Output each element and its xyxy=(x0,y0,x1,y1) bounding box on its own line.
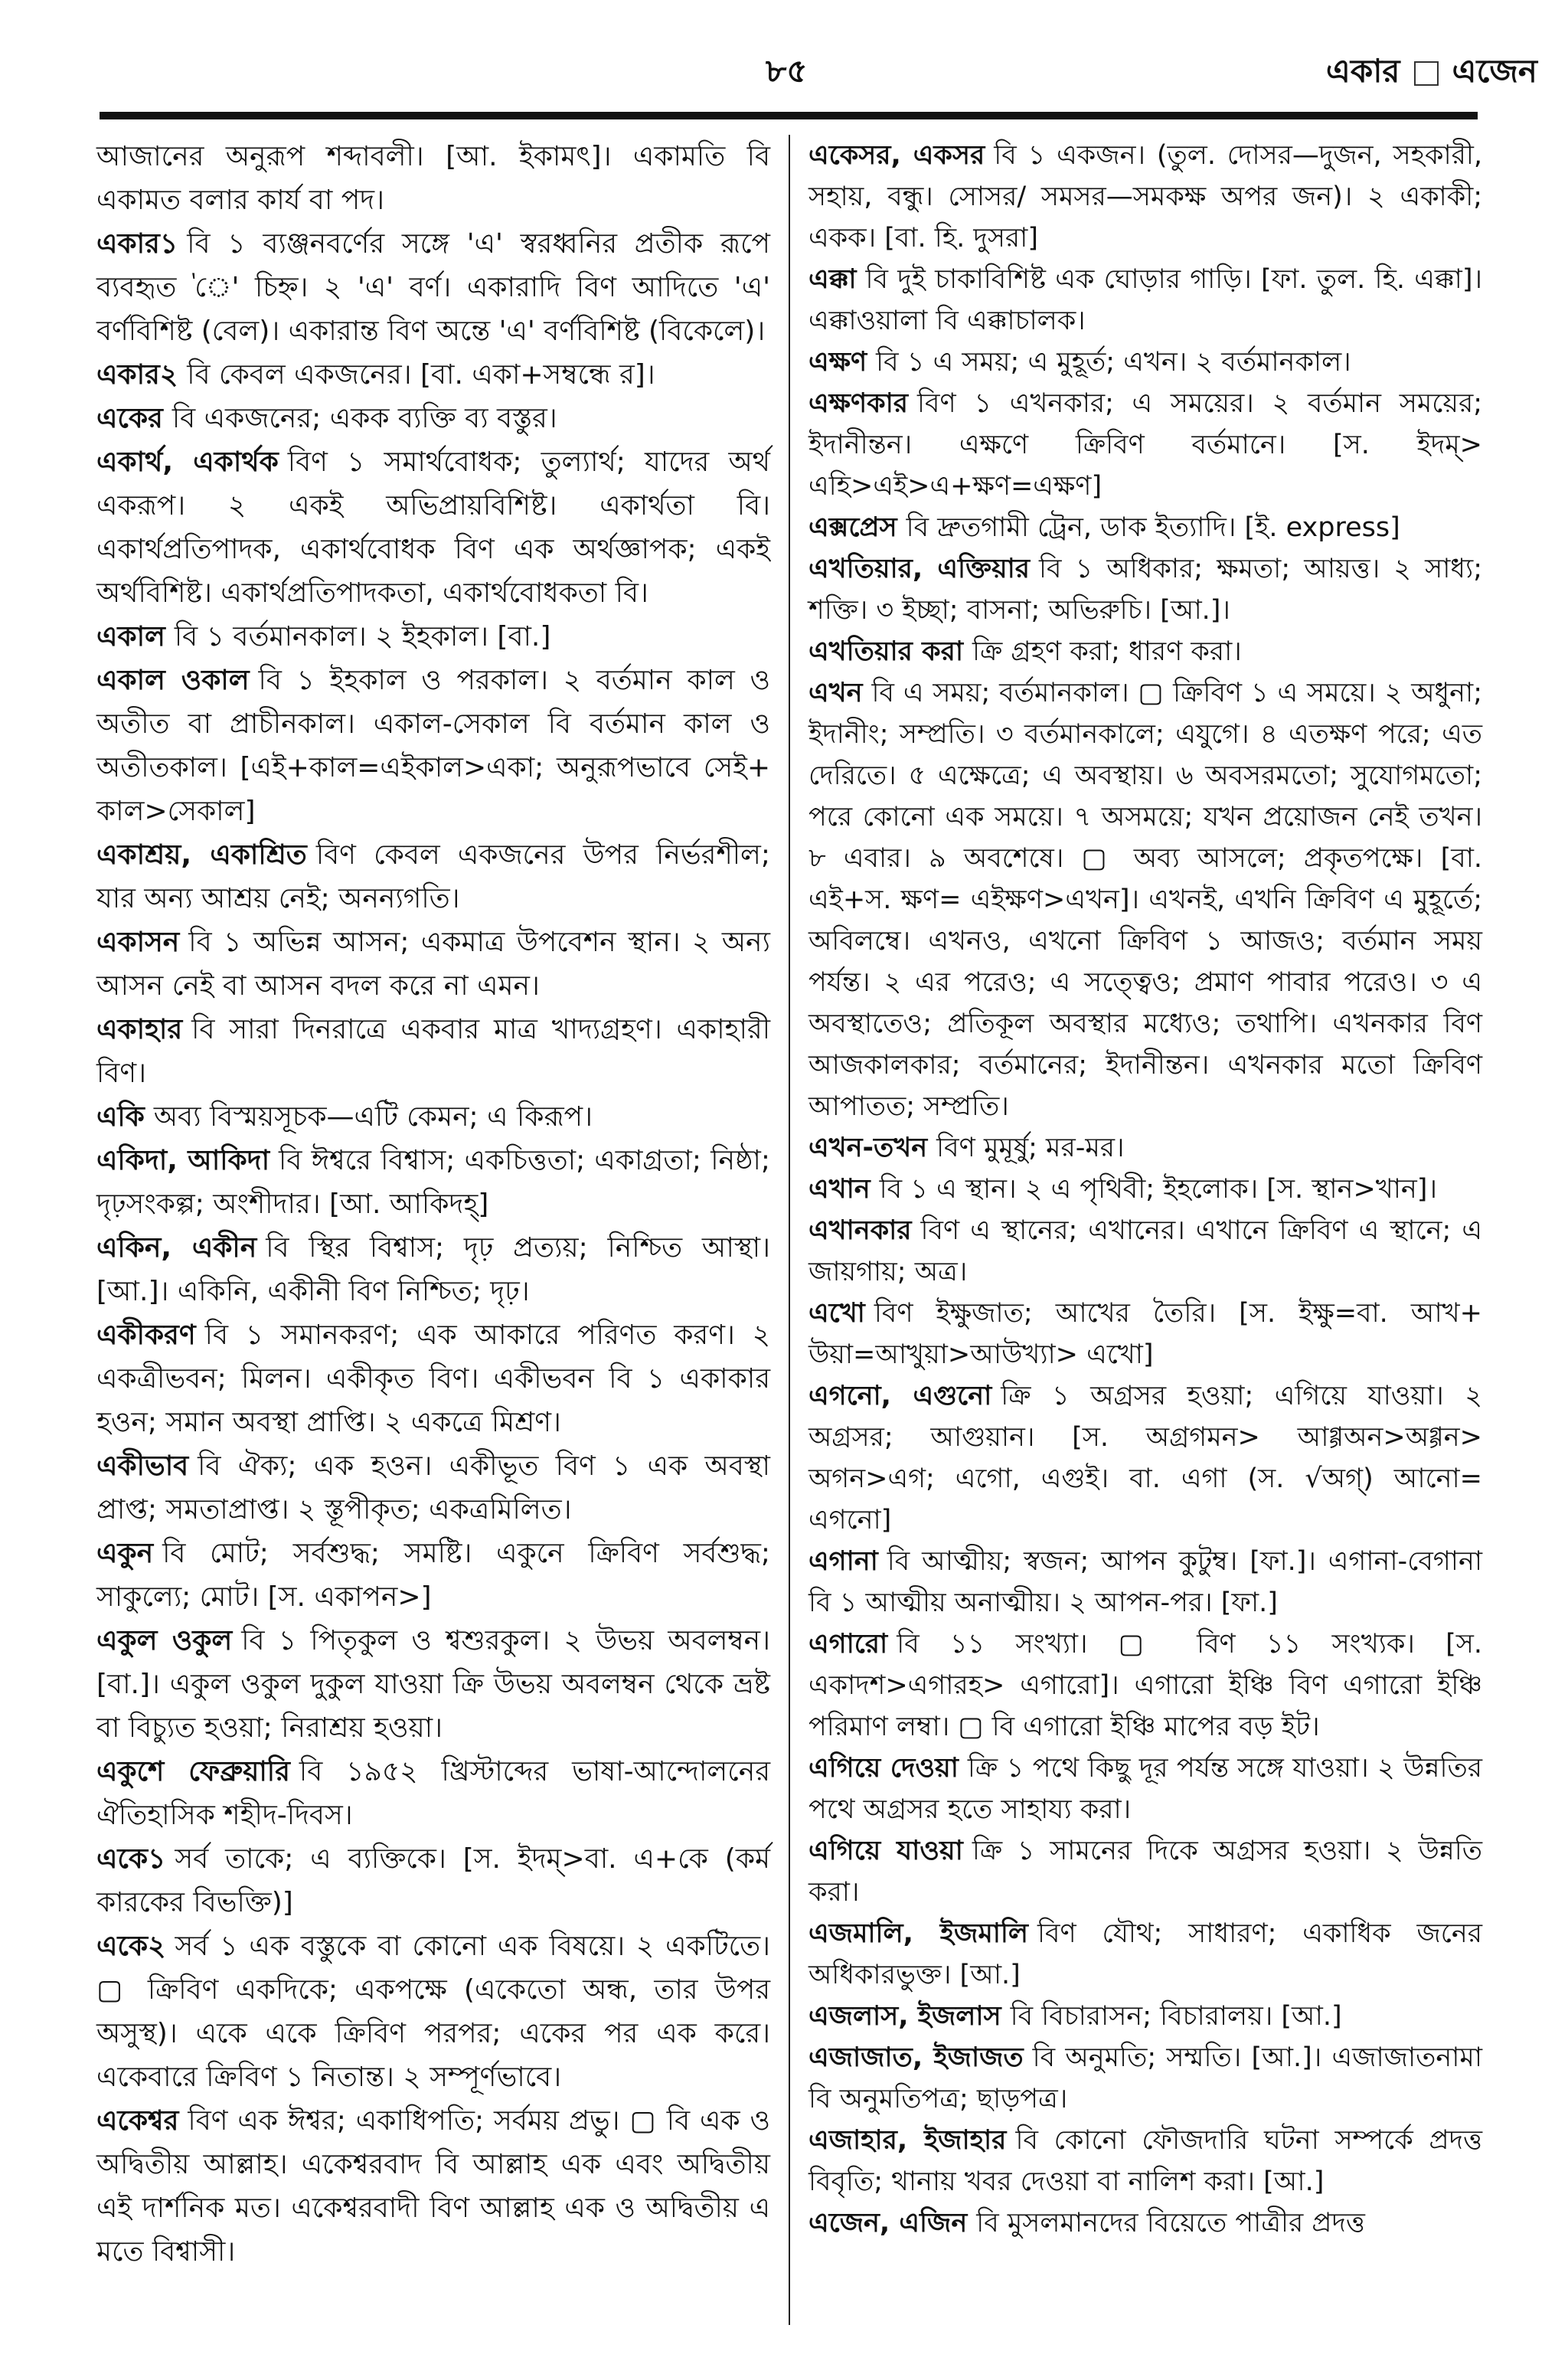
entry-definition: বি বিচারাসন; বিচারালয়। [আ.] xyxy=(1010,2001,1342,2032)
column-divider xyxy=(789,135,790,2325)
dictionary-entry xyxy=(808,1830,1482,1913)
entry-headword: এক্কা xyxy=(808,264,857,295)
dictionary-entry xyxy=(96,222,770,353)
entry-headword: একুল ওকুল xyxy=(96,1625,233,1656)
entry-headword: একে১ xyxy=(96,1843,166,1875)
dictionary-entry xyxy=(808,135,1482,259)
entry-definition: বি ঐক্য; এক হওন। একীভূত বিণ ১ এক অবস্থা প্রাপ্ত; সমতাপ্রাপ্ত। ২ স্তূপীকৃত; একত্রমিলিত। xyxy=(96,1450,770,1525)
entry-headword: একার২ xyxy=(96,359,178,391)
entry-definition: বিণ এ স্থানের; এখানের। এখানে ক্রিবিণ এ স্থানে; এ জায়গায়; অত্র। xyxy=(808,1215,1482,1287)
entry-definition: ক্রি ১ সামনের দিকে অগ্রসর হওয়া। ২ উন্নতি করা। xyxy=(808,1836,1482,1908)
entry-headword: একে২ xyxy=(96,1931,166,1962)
entry-headword: একিদা, আকিদা xyxy=(96,1145,270,1176)
entry-headword: এগনো, এগুনো xyxy=(808,1381,992,1411)
entry-headword: এগানা xyxy=(808,1546,878,1577)
entry-definition: বি একজনের; একক ব্যক্তি ব্য বস্তুর। xyxy=(172,403,557,434)
entry-headword: এগিয়ে দেওয়া xyxy=(808,1753,959,1784)
dictionary-entry xyxy=(96,1226,770,1313)
dictionary-entry xyxy=(808,507,1482,548)
entry-definition: বি ১ সমানকরণ; এক আকারে পরিণত করণ। ২ একত্রীভবন; মিলন। একীকৃত বিণ। একীভবন বি ১ একাকার হওন; সমান অবস্থা প্রাপ্তি। ২ একত্রে মিশ্রণ। xyxy=(96,1319,770,1438)
dictionary-entry xyxy=(96,1837,770,1924)
entry-definition: বিণ ১ এখনকার; এ সময়ের। ২ বর্তমান সময়ের; ইদানীন্তন। এক্ষণে ক্রিবিণ বর্তমানে। [স. ইদম্> এহি>এই>এ+ক্ষণ=এক্ষণ] xyxy=(808,388,1482,502)
dictionary-entry xyxy=(96,353,770,397)
entry-definition: বিণ কেবল একজনের উপর নির্ভরশীল; যার অন্য আশ্রয় নেই; অনন্যগতি। xyxy=(96,839,770,914)
entry-headword: এজেন, এজিন xyxy=(808,2208,968,2238)
entry-definition: বি ১ অধিকার; ক্ষমতা; আয়ত্ত। ২ সাধ্য; শক্তি। ৩ ইচ্ছা; বাসনা; অভিরুচি। [আ.]। xyxy=(808,554,1482,626)
entry-headword: এজমালি, ইজমালি xyxy=(808,1918,1029,1949)
dictionary-entry xyxy=(808,1541,1482,1624)
entry-definition: বিণ ১ সমার্থবোধক; তুল্যার্থ; যাদের অর্থ একরূপ। ২ একই অভিপ্রায়বিশিষ্ট। একার্থতা বি। একার্থপ্রতিপাদক, একার্থবোধক বিণ এক অর্থজ্ঞাপক; একই অর্থবিশিষ্ট। একার্থপ্রতিপাদকতা, একার্থবোধকতা বি। xyxy=(96,446,770,609)
entry-headword: এখান xyxy=(808,1174,871,1205)
entry-headword: এখন xyxy=(808,678,863,708)
dictionary-entry xyxy=(808,1293,1482,1375)
entry-definition: বি ১ বর্তমানকাল। ২ ইহকাল। [বা.] xyxy=(174,621,551,652)
entry-definition: বি কেবল একজনের। [বা. একা+সম্বন্ধে র]। xyxy=(187,359,655,391)
entry-headword: একি xyxy=(96,1101,145,1133)
header-rule xyxy=(100,112,1478,119)
entry-headword: একাসন xyxy=(96,927,180,958)
entry-definition: বিণ মুমূর্ষু; মর-মর। xyxy=(936,1133,1125,1163)
dictionary-entry xyxy=(96,440,770,615)
entry-definition: বি ১ এ স্থান। ২ এ পৃথিবী; ইহলোক। [স. স্থান>খান]। xyxy=(879,1174,1437,1205)
dictionary-entry xyxy=(808,631,1482,672)
entry-definition: সর্ব ১ এক বস্তুকে বা কোনো এক বিষয়ে। ২ একটিতে। ▢ ক্রিবিণ একদিকে; একপক্ষে (একেতো অন্ধ, তার উপর অসুস্থ)। একে একে ক্রিবিণ পরপর; একের পর এক করে। একেবারে ক্রিবিণ ১ নিতান্ত। ২ সম্পূর্ণভাবে। xyxy=(96,1931,770,2093)
entry-headword: একার্থ, একার্থক xyxy=(96,446,279,478)
entry-headword: এক্সপ্রেস xyxy=(808,512,897,543)
entry-headword: এক্ষণ xyxy=(808,347,867,378)
entry-definition: বি মোট; সর্বশুদ্ধ; সমষ্টি। একুনে ক্রিবিণ সর্বশুদ্ধ; সাকুল্যে; মোট। [স. একাপন>] xyxy=(96,1538,770,1613)
entry-headword: এখো xyxy=(808,1298,865,1329)
page-header xyxy=(0,0,1568,115)
entry-definition: বি মুসলমানদের বিয়েতে পাত্রীর প্রদত্ত xyxy=(976,2208,1365,2238)
left-column xyxy=(96,135,770,2274)
page-number: ৮৫ xyxy=(766,52,808,90)
dictionary-entry xyxy=(808,342,1482,383)
entry-headword: একাহার xyxy=(96,1014,183,1045)
entry-headword: এজলাস, ইজলাস xyxy=(808,2001,1001,2032)
entry-headword: এগিয়ে যাওয়া xyxy=(808,1836,963,1866)
dictionary-entry xyxy=(96,920,770,1008)
dictionary-entry xyxy=(808,2120,1482,2202)
entry-definition: বি ১ ইহকাল ও পরকাল। ২ বর্তমান কাল ও অতীত বা প্রাচীনকাল। একাল-সেকাল বি বর্তমান কাল ও অতীতকাল। [এই+কাল=এইকাল>একা; অনুরূপভাবে সেই+ কাল>সেকাল] xyxy=(96,665,770,827)
entry-headword: এখন-তখন xyxy=(808,1133,928,1163)
dictionary-entry xyxy=(808,1748,1482,1830)
entry-definition: বি অনুমতি; সম্মতি। [আ.]। এজাজাতনামা বি অনুমতিপত্র; ছাড়পত্র। xyxy=(808,2042,1482,2114)
dictionary-entry xyxy=(808,1375,1482,1541)
entry-headword: একাল xyxy=(96,621,165,652)
entry-headword: একাল ওকাল xyxy=(96,665,250,696)
dictionary-entry xyxy=(96,1139,770,1226)
dictionary-entry xyxy=(96,1532,770,1619)
entry-definition: বি সারা দিনরাত্রে একবার মাত্র খাদ্যগ্রহণ। একাহারী বিণ। xyxy=(96,1014,770,1089)
entry-definition: বি ১ একজন। (তুল. দোসর—দুজন, সহকারী, সহায়, বন্ধু। সোসর/ সমসর—সমকক্ষ অপর জন)। ২ একাকী; একক। [বা. হি. দুসরা] xyxy=(808,140,1483,253)
dictionary-entry xyxy=(808,383,1482,507)
dictionary-entry xyxy=(808,2202,1482,2244)
entry-definition: বি দুই চাকাবিশিষ্ট এক ঘোড়ার গাড়ি। [ফা. তুল. হি. এক্কা]। এক্কাওয়ালা বি এক্কাচালক। xyxy=(808,264,1482,336)
dictionary-entry xyxy=(96,1924,770,2099)
dictionary-entry xyxy=(96,2099,770,2274)
guide-words xyxy=(1326,46,1537,100)
dictionary-entry xyxy=(96,1095,770,1139)
entry-headword: একীকরণ xyxy=(96,1319,196,1351)
entry-definition: বিণ এক ঈশ্বর; একাধিপতি; সর্বময় প্রভু। ▢ বি এক ও অদ্বিতীয় আল্লাহ। একেশ্বরবাদ বি আল্লাহ এক এবং অদ্বিতীয় এই দার্শনিক মত। একেশ্বরবাদী বিণ আল্লাহ এক ও অদ্বিতীয় এ মতে বিশ্বাসী। xyxy=(96,2105,770,2268)
entry-definition: ক্রি গ্রহণ করা; ধারণ করা। xyxy=(972,636,1242,667)
entry-headword: একেশ্বর xyxy=(96,2105,179,2137)
entry-headword: এজাজাত, ইজাজত xyxy=(808,2042,1024,2073)
entry-definition: বি ১ এ সময়; এ মুহূর্ত; এখন। ২ বর্তমানকাল। xyxy=(876,347,1351,378)
entry-definition: সর্ব তাকে; এ ব্যক্তিকে। [স. ইদম্>বা. এ+কে (কর্ম কারকের বিভক্তি)] xyxy=(96,1843,770,1918)
dictionary-entry xyxy=(808,1913,1482,1996)
entry-definition: বি দ্রুতগামী ট্রেন, ডাক ইত্যাদি। [ই. express] xyxy=(906,512,1400,543)
dictionary-entry xyxy=(96,659,770,833)
dictionary-entry xyxy=(808,1169,1482,1210)
dictionary-entry xyxy=(96,1619,770,1750)
dictionary-entry xyxy=(96,615,770,659)
entry-headword: একুন xyxy=(96,1538,154,1569)
guide-word-first: একার xyxy=(1325,52,1400,90)
entry-headword: একুশে ফেব্রুয়ারি xyxy=(96,1756,290,1787)
entry-headword: একার১ xyxy=(96,228,178,260)
entry-definition: ক্রি ১ অগ্রসর হওয়া; এগিয়ে যাওয়া। ২ অগ্রসর; আগুয়ান। [স. অগ্রগমন> আগ্গঅন>অগ্গন> অগন>এগ; এগো, এগুই। বা. এগা (স. √অগ্) আনো= এগনো] xyxy=(808,1381,1482,1535)
dictionary-entry xyxy=(96,833,770,920)
dictionary-entry xyxy=(808,1996,1482,2037)
entry-definition: বি এ সময়; বর্তমানকাল। ▢ ক্রিবিণ ১ এ সময়ে। ২ অধুনা; ইদানীং; সম্প্রতি। ৩ বর্তমানকালে; এযুগে। ৪ এতক্ষণ পরে; এত দেরিতে। ৫ এক্ষেত্রে; এ অবস্থায়। ৬ অবসরমতো; সুযোগমতো; পরে কোনো এক সময়ে। ৭ অসময়ে; যখন প্রয়োজন নেই তখন। ৮ এবার। ৯ অবশেষে। ▢ অব্য আসলে; প্রকৃতপক্ষে। [বা. এই+স. ক্ষণ= এইক্ষণ>এখন]। এখনই, এখনি ক্রিবিণ এ মুহূর্তে; অবিলম্বে। এখনও, এখনো ক্রিবিণ ১ আজও; বর্তমান সময় পর্যন্ত। ২ এর পরেও; এ সত্ত্বেও; প্রমাণ পাবার পরেও। ৩ এ অবস্থাতেও; প্রতিকূল অবস্থার মধ্যেও; তথাপি। এখনকার বিণ আজকালকার; বর্তমানের; ইদানীন্তন। এখনকার মতো ক্রিবিণ আপাতত; সম্প্রতি। xyxy=(808,678,1482,1122)
dictionary-entry xyxy=(808,2037,1482,2120)
entry-headword: একাশ্রয়, একাশ্রিত xyxy=(96,839,307,871)
entry-definition: অব্য বিস্ময়সূচক—এটি কেমন; এ কিরূপ। xyxy=(153,1101,593,1133)
dictionary-entry xyxy=(96,1008,770,1095)
entry-definition: বি ১ পিতৃকুল ও শ্বশুরকুল। ২ উভয় অবলম্বন। [বা.]। একুল ওকুল দুকুল যাওয়া ক্রি উভয় অবলম্বন থেকে ভ্রষ্ট বা বিচ্যুত হওয়া; নিরাশ্রয় হওয়া। xyxy=(96,1625,771,1744)
entry-definition: বি ১ অভিন্ন আসন; একমাত্র উপবেশন স্থান। ২ অন্য আসন নেই বা আসন বদল করে না এমন। xyxy=(96,927,770,1002)
dictionary-entry xyxy=(808,259,1482,342)
entry-headword: একিন, একীন xyxy=(96,1232,257,1264)
entry-definition: বি ঈশ্বরে বিশ্বাস; একচিত্ততা; একাগ্রতা; নিষ্ঠা; দৃঢ়সংকল্প; অংশীদার। [আ. আকিদহ্] xyxy=(96,1145,771,1220)
entry-headword: এগারো xyxy=(808,1629,888,1660)
dictionary-entry xyxy=(808,1210,1482,1293)
dictionary-entry xyxy=(96,1313,770,1444)
entry-definition: বি স্থির বিশ্বাস; দৃঢ় প্রত্যয়; নিশ্চিত আস্থা। [আ.]। একিনি, একীনী বিণ নিশ্চিত; দৃঢ়। xyxy=(96,1232,770,1307)
entry-headword: এক্ষণকার xyxy=(808,388,909,419)
entry-headword: একের xyxy=(96,403,163,434)
entry-definition: বিণ যৌথ; সাধারণ; একাধিক জনের অধিকারভুক্ত। [আ.] xyxy=(808,1918,1482,1990)
entry-headword: এখানকার xyxy=(808,1215,912,1246)
entry-headword: এখতিয়ার, এক্তিয়ার xyxy=(808,554,1031,584)
entry-headword: একেসর, একসর xyxy=(808,140,985,171)
entry-definition: বি ১৯৫২ খ্রিস্টাব্দের ভাষা-আন্দোলনের ঐতিহাসিক শহীদ-দিবস। xyxy=(96,1756,770,1831)
dictionary-entry xyxy=(808,1624,1482,1748)
entry-definition: বি ১১ সংখ্যা। ▢ বিণ ১১ সংখ্যক। [স. একাদশ>এগারহ> এগারো]। এগারো ইঞ্চি বিণ এগারো ইঞ্চি পরিমাণ লম্বা। ▢ বি এগারো ইঞ্চি মাপের বড় ইট। xyxy=(808,1629,1482,1742)
dictionary-entry xyxy=(96,1444,770,1532)
entry-definition: ক্রি ১ পথে কিছু দূর পর্যন্ত সঙ্গে যাওয়া। ২ উন্নতির পথে অগ্রসর হতে সাহায্য করা। xyxy=(808,1753,1483,1825)
dictionary-entry xyxy=(808,548,1482,631)
dictionary-entry xyxy=(96,135,770,222)
dictionary-entry xyxy=(808,672,1482,1127)
entry-definition: বিণ ইক্ষুজাত; আখের তৈরি। [স. ইক্ষু=বা. আখ+ উয়া=আখুয়া>আউখ্যা> এখো] xyxy=(808,1298,1482,1370)
dictionary-entry xyxy=(808,1127,1482,1169)
entry-headword: এজাহার, ইজাহার xyxy=(808,2125,1007,2156)
entry-headword: এখতিয়ার করা xyxy=(808,636,963,667)
guide-word-last: এজেন xyxy=(1452,52,1537,90)
dictionary-entry xyxy=(96,1750,770,1837)
separator-box-icon xyxy=(1414,61,1439,86)
entry-definition: বি আত্মীয়; স্বজন; আপন কুটুম্ব। [ফা.]। এগানা-বেগানা বি ১ আত্মীয় অনাত্মীয়। ২ আপন-পর। [ফা.] xyxy=(808,1546,1482,1618)
dictionary-entry xyxy=(96,397,770,440)
right-column xyxy=(808,135,1482,2244)
entry-headword: একীভাব xyxy=(96,1450,189,1482)
entry-definition: আজানের অনুরূপ শব্দাবলী। [আ. ইকামৎ]। একামতি বি একামত বলার কার্য বা পদ। xyxy=(96,141,770,216)
entry-definition: বি ১ ব্যঞ্জনবর্ণের সঙ্গে 'এ' স্বরধ্বনির প্রতীক রূপে ব্যবহৃত 'ে' চিহ্ন। ২ 'এ' বর্ণ। একারাদি বিণ আদিতে 'এ' বর্ণবিশিষ্ট (বেল)। একারান্ত বিণ অন্তে 'এ' বর্ণবিশিষ্ট (বিকেলে)। xyxy=(96,228,770,347)
entry-definition: বি কোনো ফৌজদারি ঘটনা সম্পর্কে প্রদত্ত বিবৃতি; থানায় খবর দেওয়া বা নালিশ করা। [আ.] xyxy=(808,2125,1482,2197)
